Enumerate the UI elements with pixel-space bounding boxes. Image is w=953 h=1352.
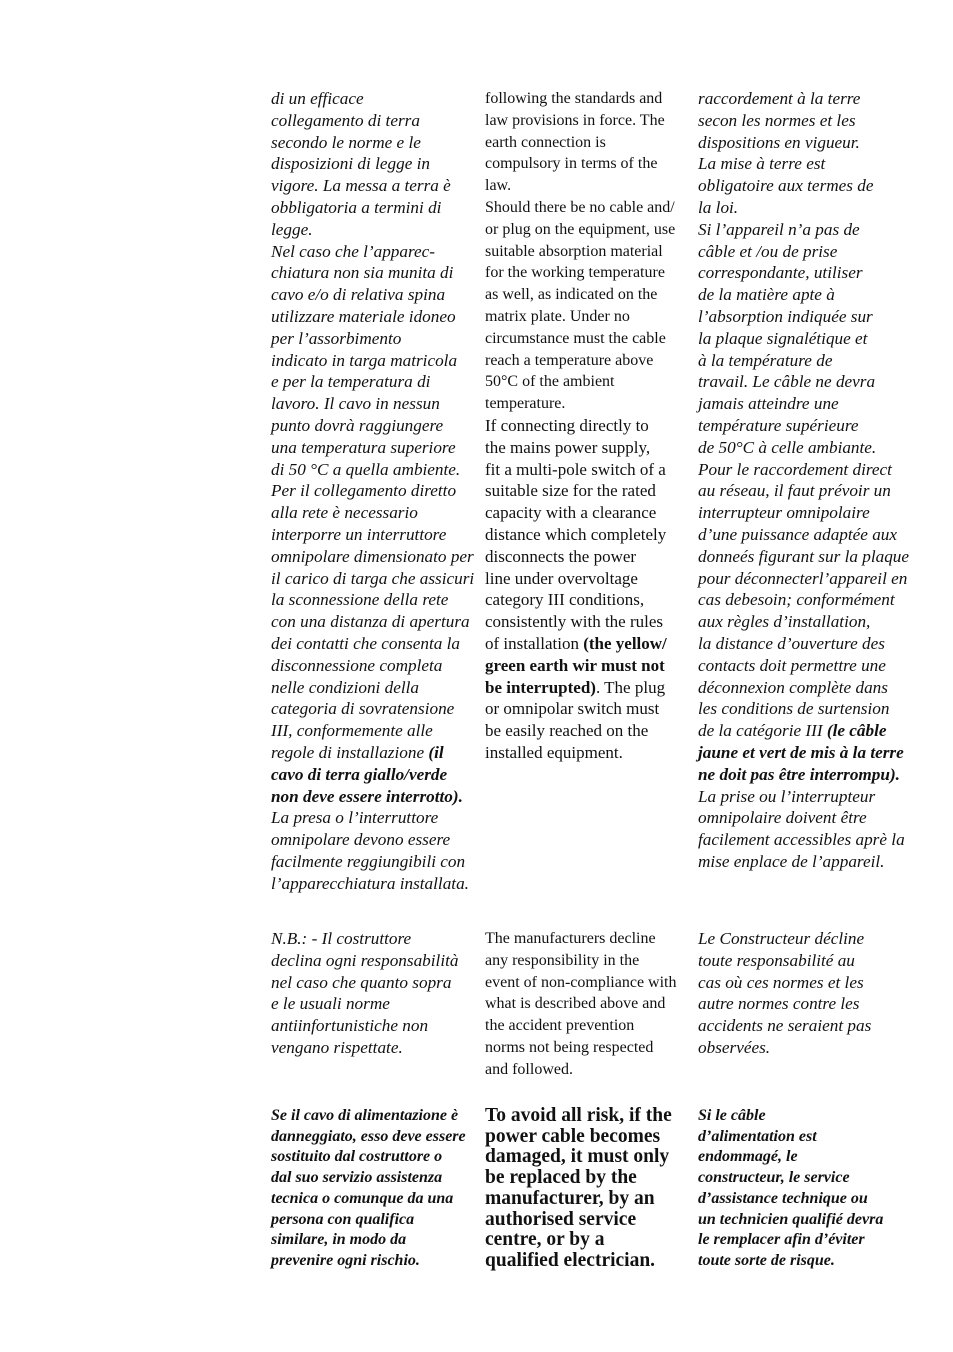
warning-text-english — [485, 1106, 690, 1272]
text-line: reach a temperature above — [485, 351, 654, 369]
text-line: Nel caso che l’apparec- — [271, 241, 436, 261]
text-line: similare, in modo da — [271, 1231, 407, 1249]
text-line: power cable becomes — [485, 1125, 661, 1147]
text-line: Should there be no cable and/ — [485, 198, 675, 216]
text-line — [271, 764, 483, 786]
text-line: for the working temperature — [485, 264, 665, 282]
text-line: travail. Le câble ne devra — [698, 372, 876, 392]
text-line: category III conditions, — [485, 590, 645, 610]
text-line: omnipolare dimensionato per — [271, 546, 474, 566]
text-line: à la température de — [698, 350, 833, 370]
text-line: mise enplace de l’appareil. — [698, 851, 885, 871]
text-line: nel caso che quanto sopra — [271, 972, 452, 992]
text-line: la sconnessione della rete — [271, 590, 449, 610]
text-line: La mise à terre est — [698, 154, 826, 174]
text-line: di un efficace — [271, 89, 364, 108]
text-line: contacts doit permettre une — [698, 655, 886, 675]
text-line: declina ogni responsabilità — [271, 950, 459, 970]
text-line: norms not being respected — [485, 1038, 654, 1056]
text-line: e le usuali norme — [271, 994, 390, 1014]
text-line: dei contatti che consenta la — [271, 633, 461, 653]
text-line: disconnects the power — [485, 546, 637, 566]
text-line: law provisions in force. The — [485, 111, 665, 129]
text-line: vigore. La messa a terra è — [271, 176, 451, 196]
text-line: temperature. — [485, 395, 566, 413]
text-line: observées. — [698, 1037, 771, 1057]
text-line: d’alimentation est — [698, 1127, 817, 1145]
warning-text-french — [698, 1106, 923, 1272]
text-line: con una distanza di apertura — [271, 612, 470, 632]
text-line: toute responsabilité au — [698, 950, 855, 970]
text-line: be replaced by the — [485, 1167, 637, 1189]
text-line: line under overvoltage — [485, 568, 638, 588]
text-line: un technicien qualifié devra — [698, 1210, 884, 1228]
warning-text-italian — [271, 1106, 483, 1272]
text-line: prevenire ogni rischio. — [271, 1251, 420, 1269]
text-line: collegamento di terra — [271, 110, 420, 130]
text-line: d’une puissance adaptée aux — [698, 524, 898, 544]
text-line: autre normes contre les — [698, 994, 860, 1014]
text-line: l’absorption indiquée sur — [698, 306, 873, 326]
text-line: Le Constructeur décline — [698, 929, 865, 948]
text-line: vengano rispettate. — [271, 1037, 403, 1057]
bold-fragment: jaune et vert de mis à la terre — [698, 742, 904, 762]
text-line: température supérieure — [698, 415, 859, 435]
text-line: endommagé, le — [698, 1148, 798, 1166]
disclaimer-text-french — [698, 928, 923, 1059]
text-line: facilement accessibles aprè la — [698, 830, 905, 850]
text-line: fit a multi-pole switch of a — [485, 459, 666, 479]
bold-fragment: (le câble — [826, 721, 887, 741]
text-line — [485, 633, 690, 655]
text-line: interporre un interruttore — [271, 524, 447, 544]
text-line: indicato in targa matricola — [271, 350, 458, 370]
text-line: categoria di sovratensione — [271, 699, 455, 719]
text-line: Si le câble — [698, 1107, 766, 1124]
text-line: circumstance must the cable — [485, 329, 666, 347]
bold-fragment: (il — [428, 742, 444, 762]
text-line: authorised service — [485, 1208, 637, 1230]
text-line: l’apparecchiatura installata. — [271, 873, 469, 893]
text-line: déconnexion complète dans — [698, 677, 888, 697]
text-line: antiinfortunistiche non — [271, 1016, 429, 1036]
text-line: interrupteur omnipolaire — [698, 503, 870, 523]
text-line: If connecting directly to — [485, 415, 649, 435]
text-line: dal suo servizio assistenza — [271, 1169, 443, 1187]
text-line: legge. — [271, 219, 313, 239]
text-line: toute sorte de risque. — [698, 1251, 835, 1269]
text-line: alla rete è necessario — [271, 503, 418, 523]
text-line: il carico di targa che assicuri — [271, 568, 475, 588]
text-line: facilmente reggiungibili con — [271, 851, 466, 871]
text-line — [485, 655, 690, 677]
text-line — [698, 720, 923, 742]
text-line: To avoid all risk, if the — [485, 1105, 672, 1126]
text-line: lavoro. Il cavo in nessun — [271, 394, 440, 414]
text-line: manufacturer, by an — [485, 1187, 655, 1209]
disclaimer-text-italian — [271, 928, 483, 1059]
text-line: nelle condizioni della — [271, 677, 419, 697]
text-line: 50°C of the ambient — [485, 373, 615, 391]
text-line: la distance d’ouverture des — [698, 633, 885, 653]
text-line: le remplacer afin d’éviter — [698, 1231, 865, 1249]
text-line: centre, or by a — [485, 1229, 605, 1251]
text-line: danneggiato, esso deve essere — [271, 1127, 466, 1145]
text-line: matrix plate. Under no — [485, 307, 630, 325]
text-line: event of non-compliance with — [485, 973, 677, 991]
text-line: omnipolaire doivent être — [698, 808, 867, 828]
installation-text-french — [698, 88, 923, 873]
text-line — [271, 742, 483, 764]
text-line: Per il collegamento diretto — [271, 481, 457, 501]
text-line: damaged, it must only — [485, 1146, 670, 1168]
text-line: cavo e/o di relativa spina — [271, 285, 446, 305]
text-line: Pour le raccordement direct — [698, 459, 892, 479]
bold-fragment: ne doit pas être interrompu). — [698, 764, 900, 784]
text-line: au réseau, il faut prévoir un — [698, 481, 891, 501]
text-line: tecnica o comunque da una — [271, 1189, 454, 1207]
text-line — [271, 786, 483, 808]
text-line: punto dovrà raggiungere — [271, 415, 444, 435]
text-line: following the standards and — [485, 90, 663, 107]
text-line: constructeur, le service — [698, 1169, 850, 1187]
text-line: e per la temperatura di — [271, 372, 431, 392]
text-fragment: regole di installazione — [271, 742, 425, 762]
text-line: disconnessione completa — [271, 655, 443, 675]
text-line: earth connection is — [485, 133, 606, 151]
text-line: be easily reached on the — [485, 721, 649, 741]
text-fragment: of installation — [485, 633, 579, 653]
text-line: III, conformemente alle — [271, 721, 433, 741]
bold-fragment: non deve essere interrotto). — [271, 786, 463, 806]
text-line: secondo le norme e le — [271, 132, 421, 152]
text-line: correspondante, utiliser — [698, 263, 863, 283]
text-line — [485, 677, 690, 699]
text-fragment: de la catégorie III — [698, 721, 823, 741]
text-line: la loi. — [698, 197, 739, 217]
text-line: or plug on the equipment, use — [485, 220, 676, 238]
text-line: Si l’appareil n’a pas de — [698, 219, 860, 239]
disclaimer-text-english — [485, 928, 690, 1081]
text-line: the accident prevention — [485, 1017, 635, 1035]
text-line: law. — [485, 177, 512, 195]
text-line: donneés figurant sur la plaque — [698, 546, 910, 566]
text-line: dispositions en vigueur. — [698, 132, 860, 152]
text-line: obbligatoria a termini di — [271, 197, 442, 217]
text-line: jamais atteindre une — [698, 394, 839, 414]
text-line: cas debesoin; conformément — [698, 590, 895, 610]
text-line: chiatura non sia munita di — [271, 263, 454, 283]
text-line: The manufacturers decline — [485, 930, 656, 947]
text-line: utilizzare materiale idoneo — [271, 306, 456, 326]
bold-fragment: (the yellow/ — [583, 633, 667, 653]
text-line: di 50 °C a quella ambiente. — [271, 459, 461, 479]
text-line: La presa o l’interruttore — [271, 808, 439, 828]
text-line: distance which completely — [485, 524, 667, 544]
text-line: sostituito dal costruttore o — [271, 1148, 443, 1166]
text-line: N.B.: - Il costruttore — [271, 929, 412, 948]
text-line: raccordement à la terre — [698, 89, 861, 108]
text-fragment: . The plug — [595, 677, 666, 697]
text-line: disposizioni di legge in — [271, 154, 430, 174]
text-line: persona con qualifica — [271, 1210, 415, 1228]
text-line: câble et /ou de prise — [698, 241, 838, 261]
bold-fragment: green earth wir must not — [485, 655, 665, 675]
text-line: compulsory in terms of the — [485, 155, 658, 173]
text-line: suitable size for the rated — [485, 481, 656, 501]
text-line: suitable absorption material — [485, 242, 663, 260]
text-line: cas où ces normes et les — [698, 972, 864, 992]
text-line: what is described above and — [485, 995, 666, 1013]
text-line: consistently with the rules — [485, 612, 664, 632]
text-line: any responsibility in the — [485, 951, 640, 969]
text-line: the mains power supply, — [485, 437, 651, 457]
text-line: capacity with a clearance — [485, 503, 657, 523]
text-line: qualified electrician. — [485, 1249, 656, 1271]
text-line: accidents ne seraient pas — [698, 1016, 872, 1036]
text-line: una temperatura superiore — [271, 437, 456, 457]
text-line — [698, 742, 923, 764]
bold-fragment: cavo di terra giallo/verde — [271, 764, 448, 784]
text-line: Se il cavo di alimentazione è — [271, 1107, 459, 1124]
text-line: installed equipment. — [485, 742, 623, 762]
text-line: La prise ou l’interrupteur — [698, 786, 876, 806]
text-line: aux règles d’installation, — [698, 612, 871, 632]
installation-text-english — [485, 88, 690, 764]
text-line: pour déconnecterl’appareil en — [698, 568, 908, 588]
text-line: as well, as indicated on the — [485, 286, 658, 304]
bold-fragment: be interrupted) — [485, 677, 596, 697]
text-line: la plaque signalétique et — [698, 328, 868, 348]
installation-text-italian — [271, 88, 483, 894]
text-line — [698, 764, 923, 786]
text-line: obligatoire aux termes de — [698, 176, 874, 196]
text-line: de la matière apte à — [698, 285, 835, 305]
text-line: and followed. — [485, 1060, 573, 1078]
text-line: or omnipolar switch must — [485, 699, 660, 719]
text-line: secon les normes et les — [698, 110, 856, 130]
text-line: omnipolare devono essere — [271, 830, 451, 850]
text-line: d’assistance technique ou — [698, 1189, 868, 1207]
text-line: per l’assorbimento — [271, 328, 402, 348]
text-line: les conditions de surtension — [698, 699, 890, 719]
text-line: de 50°C à celle ambiante. — [698, 437, 877, 457]
